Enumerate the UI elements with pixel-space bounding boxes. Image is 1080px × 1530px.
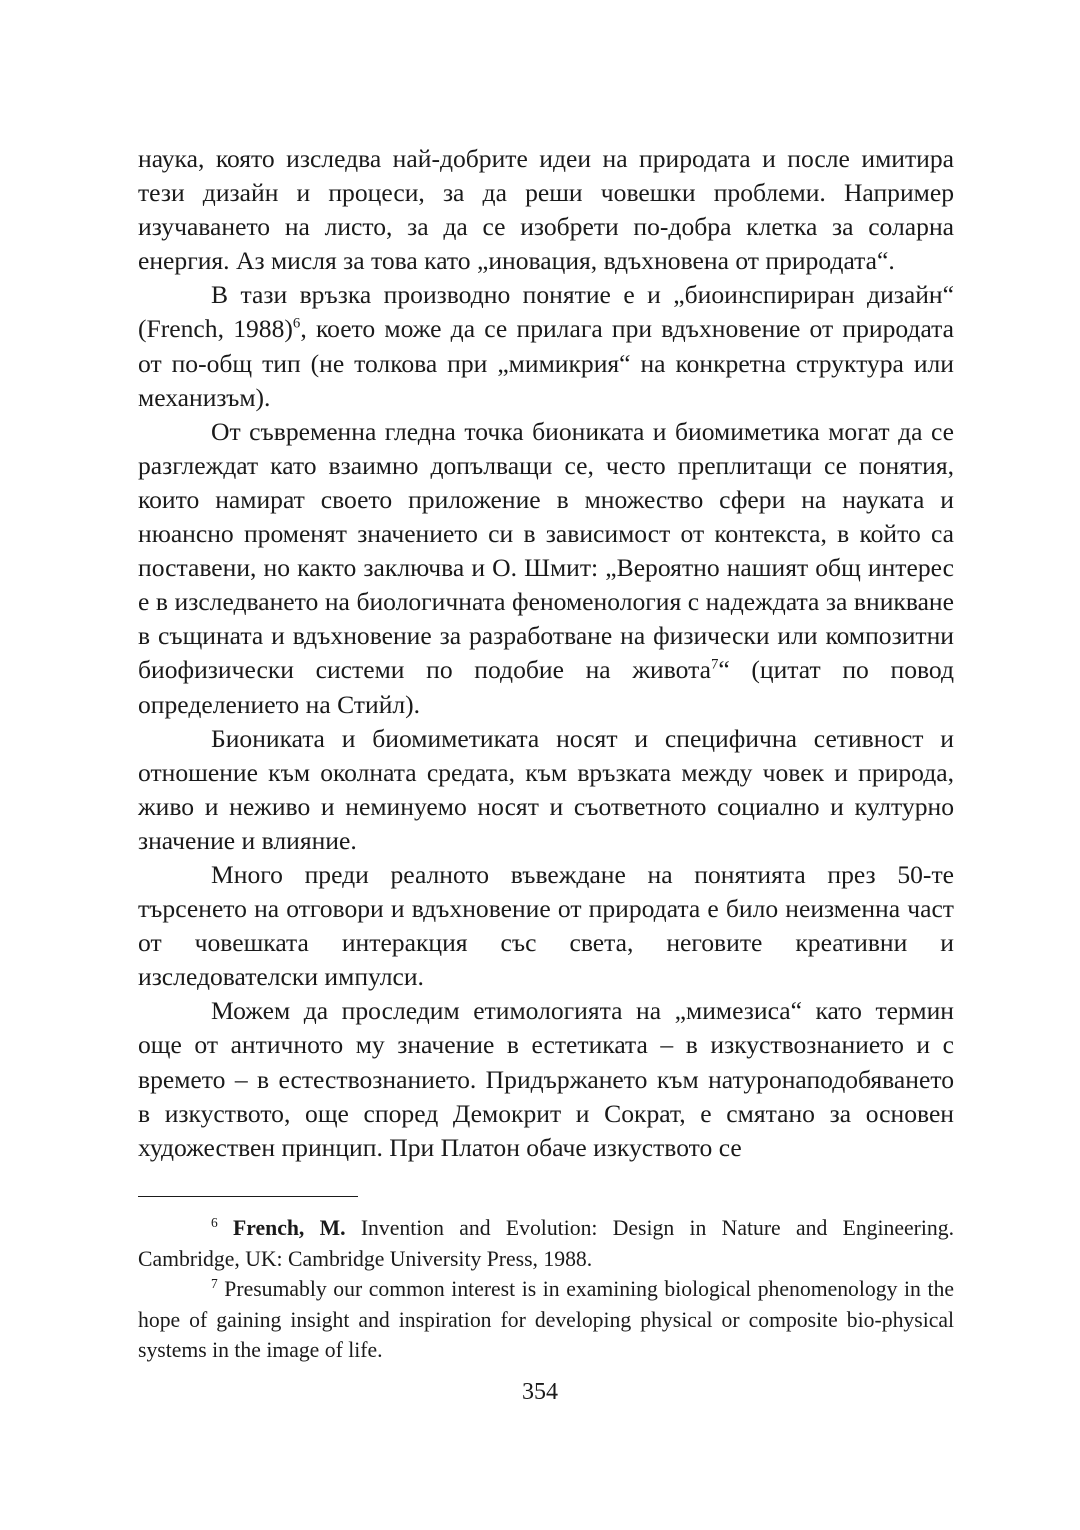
footnote-7-number: 7 (211, 1275, 218, 1291)
paragraph-2 (138, 278, 954, 414)
paragraph-3-text-b: “ (цитат по повод определението на Стийл). (138, 655, 954, 719)
paragraph-2-text-a: В тази връзка производно понятие е и „биоинспириран дизайн“ (French, 1988) (138, 280, 954, 344)
footnotes (138, 1213, 954, 1366)
footnote-7-text: Presumably our common interest is in examining biological phenomenology in the hope of gaining insight and inspiration for developing physical or composite bio-physical systems in the image of life. (138, 1277, 954, 1362)
footnote-ref-7[interactable]: 7 (710, 656, 719, 673)
paragraph-2-text-b: , което може да се прилага при вдъхновение от природата от по-общ тип (не толкова при „мимикрия“ на конкретна структура или механизъм). (138, 314, 954, 412)
main-text (138, 142, 954, 1165)
footnote-separator (138, 1196, 358, 1197)
footnote-7 (138, 1274, 954, 1366)
page-number: 354 (522, 1379, 558, 1405)
paragraph-6: Можем да проследим етимологията на „мимезиса“ като термин още от античното му значение в естетиката – в изкуствознанието и с времето – в естествознанието. Придържането към натуронаподобяването в изкуството, още според Демокрит и Сократ, е смятано за основен художествен принцип. При Платон обаче изкуството се (138, 996, 954, 1162)
paragraph-1: наука, която изследва най-добрите идеи на природата и после имитира тези дизайн и процеси, за да реши човешки проблеми. Например изучаването на листо, за да се изобрети по-добра клетка за соларна енергия. Аз мисля за това като „иновация, вдъхновена от природата“. (138, 144, 954, 276)
footnote-6-text: Invention and Evolution: Design in Nature and Engineering. Cambridge, UK: Cambridge University Press, 1988. (138, 1216, 955, 1271)
footnote-ref-6[interactable]: 6 (292, 315, 301, 332)
footnote-6-number: 6 (211, 1214, 218, 1230)
paragraph-3 (138, 415, 954, 722)
paragraph-3-text-a: От съвременна гледна точка бионикатa и биомиметика могат да се разглеждат като взаимно допълващи се, често преплитащи се понятия, които намират своето приложение в множество сфери на науката и нюансно променят значението си в зависимост от контекста, в който са поставени, но както заключва и О. Шмит: „Вероятно нашият общ интерес е в изследването на биологичната феноменология с надеждата за вникване в същината и вдъхновение за разработване на физически или композитни биофизически системи по подобие на живота (138, 416, 954, 685)
paragraph-4: Бионикатa и биомиметиката носят и специфична сетивност и отношение към околната средата, към връзката между човек и природа, живо и неживо и неминуемо носят и съответното социално и културно значение и влияние. (138, 723, 954, 855)
footnote-6-author: French, M. (233, 1216, 346, 1240)
paragraph-5: Много преди реалното въвеждане на понятията през 50-те търсенето на отговори и вдъхновение от природата е било неизменна част от човешката интеракция със света, неговите креативни и изследователски импулси. (138, 859, 954, 992)
footnote-6 (138, 1213, 954, 1274)
